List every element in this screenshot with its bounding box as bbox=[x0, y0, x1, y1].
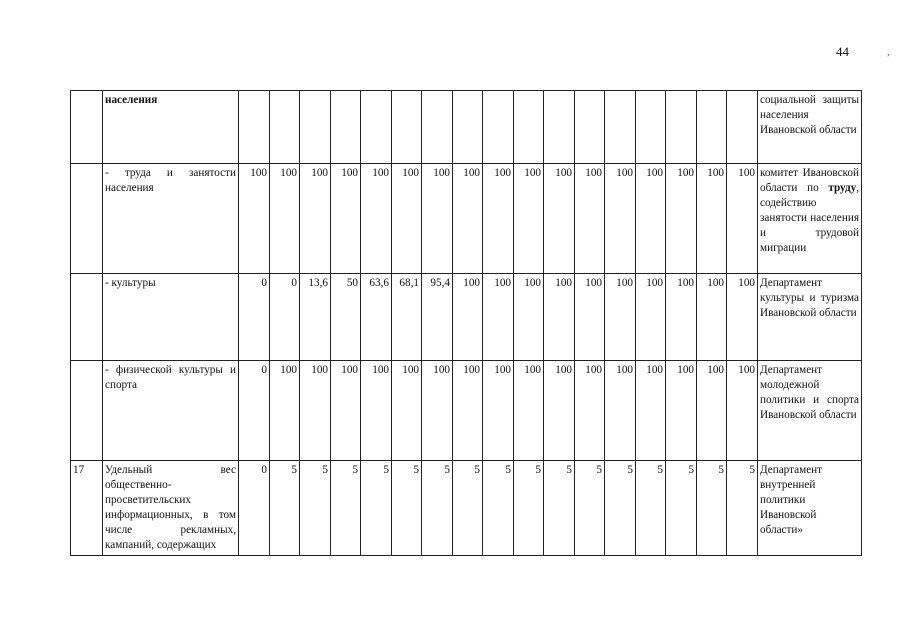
value-cell: 100 bbox=[636, 164, 666, 274]
value-cell: 50 bbox=[331, 274, 361, 361]
value-cell: 100 bbox=[270, 164, 300, 274]
value-cell: 100 bbox=[636, 361, 666, 461]
value-cell: 100 bbox=[666, 164, 697, 274]
value-cell: 100 bbox=[514, 361, 544, 461]
responsible-org-cell: Департамент молодежной политики и спорта Ивановской области bbox=[758, 361, 862, 461]
value-cell: 100 bbox=[453, 274, 483, 361]
value-cell bbox=[514, 91, 544, 164]
responsible-org-cell: социальной защиты населения Ивановской области bbox=[758, 91, 862, 164]
value-cell bbox=[697, 91, 727, 164]
value-cell: 100 bbox=[697, 361, 727, 461]
org-text-start: комитет Ивановской области по bbox=[760, 167, 859, 194]
responsible-org-cell: Департамент культуры и туризма Ивановской области bbox=[758, 274, 862, 361]
value-cell: 5 bbox=[361, 461, 392, 556]
value-cell: 0 bbox=[239, 361, 270, 461]
value-cell: 100 bbox=[514, 164, 544, 274]
value-cell: 5 bbox=[514, 461, 544, 556]
value-cell: 100 bbox=[300, 361, 331, 461]
table-row bbox=[71, 164, 862, 274]
value-cell bbox=[270, 91, 300, 164]
value-cell bbox=[453, 91, 483, 164]
value-cell bbox=[483, 91, 514, 164]
row-number-cell bbox=[71, 164, 103, 274]
value-cell: 5 bbox=[300, 461, 331, 556]
value-cell: 100 bbox=[605, 164, 636, 274]
indicator-cell: - культуры bbox=[103, 274, 239, 361]
value-cell: 68,1 bbox=[392, 274, 422, 361]
table-row bbox=[71, 461, 862, 556]
value-cell: 5 bbox=[697, 461, 727, 556]
value-cell: 0 bbox=[270, 274, 300, 361]
page-number: 44 bbox=[836, 44, 849, 59]
value-cell bbox=[361, 91, 392, 164]
table-row bbox=[71, 361, 862, 461]
scan-mark: , bbox=[887, 46, 890, 58]
org-text-highlight: труду bbox=[828, 182, 857, 194]
value-cell: 100 bbox=[483, 361, 514, 461]
value-cell: 5 bbox=[605, 461, 636, 556]
value-cell: 5 bbox=[453, 461, 483, 556]
value-cell: 100 bbox=[453, 361, 483, 461]
org-text-end: , содействию занятости населения и трудовой миграции bbox=[760, 182, 859, 254]
value-cell: 100 bbox=[727, 164, 758, 274]
value-cell: 100 bbox=[453, 164, 483, 274]
value-cell: 100 bbox=[697, 274, 727, 361]
value-cell bbox=[331, 91, 361, 164]
value-cell: 5 bbox=[636, 461, 666, 556]
value-cell: 100 bbox=[392, 361, 422, 461]
indicator-cell: - труда и занятости населения bbox=[103, 164, 239, 274]
indicators-table bbox=[70, 90, 862, 556]
value-cell: 100 bbox=[727, 361, 758, 461]
value-cell: 100 bbox=[544, 164, 575, 274]
value-cell: 100 bbox=[697, 164, 727, 274]
value-cell: 13,6 bbox=[300, 274, 331, 361]
value-cell: 5 bbox=[422, 461, 453, 556]
value-cell: 5 bbox=[270, 461, 300, 556]
value-cell: 100 bbox=[544, 361, 575, 461]
value-cell bbox=[422, 91, 453, 164]
value-cell: 100 bbox=[666, 274, 697, 361]
value-cell: 100 bbox=[422, 164, 453, 274]
value-cell: 100 bbox=[270, 361, 300, 461]
value-cell bbox=[575, 91, 605, 164]
row-number-cell bbox=[71, 91, 103, 164]
value-cell: 100 bbox=[727, 274, 758, 361]
responsible-org-cell: Департамент внутренней политики Ивановской области» bbox=[758, 461, 862, 556]
value-cell: 100 bbox=[361, 164, 392, 274]
indicator-cell: Удельный вес общественно-просветительских информационных, в том числе рекламных, кампаний, содержащих bbox=[103, 461, 239, 556]
table-row bbox=[71, 91, 862, 164]
value-cell: 5 bbox=[727, 461, 758, 556]
value-cell: 100 bbox=[575, 164, 605, 274]
value-cell: 100 bbox=[331, 164, 361, 274]
value-cell: 100 bbox=[605, 361, 636, 461]
table-row bbox=[71, 274, 862, 361]
indicator-cell: - физической культуры и спорта bbox=[103, 361, 239, 461]
row-number-cell: 17 bbox=[71, 461, 103, 556]
value-cell: 5 bbox=[575, 461, 605, 556]
value-cell: 5 bbox=[392, 461, 422, 556]
value-cell: 100 bbox=[300, 164, 331, 274]
value-cell: 5 bbox=[483, 461, 514, 556]
value-cell: 100 bbox=[544, 274, 575, 361]
value-cell bbox=[544, 91, 575, 164]
value-cell bbox=[239, 91, 270, 164]
row-number-cell bbox=[71, 274, 103, 361]
value-cell: 100 bbox=[239, 164, 270, 274]
value-cell bbox=[666, 91, 697, 164]
value-cell: 100 bbox=[483, 164, 514, 274]
row-number-cell bbox=[71, 361, 103, 461]
value-cell: 0 bbox=[239, 274, 270, 361]
value-cell: 5 bbox=[666, 461, 697, 556]
value-cell: 100 bbox=[636, 274, 666, 361]
value-cell bbox=[300, 91, 331, 164]
value-cell: 100 bbox=[575, 274, 605, 361]
value-cell: 100 bbox=[666, 361, 697, 461]
value-cell: 95,4 bbox=[422, 274, 453, 361]
value-cell: 0 bbox=[239, 461, 270, 556]
value-cell bbox=[727, 91, 758, 164]
value-cell: 100 bbox=[422, 361, 453, 461]
value-cell bbox=[636, 91, 666, 164]
value-cell: 100 bbox=[392, 164, 422, 274]
value-cell: 100 bbox=[605, 274, 636, 361]
value-cell: 5 bbox=[331, 461, 361, 556]
responsible-org-cell bbox=[758, 164, 862, 274]
value-cell: 100 bbox=[331, 361, 361, 461]
value-cell bbox=[392, 91, 422, 164]
value-cell bbox=[605, 91, 636, 164]
value-cell: 100 bbox=[361, 361, 392, 461]
value-cell: 63,6 bbox=[361, 274, 392, 361]
value-cell: 100 bbox=[575, 361, 605, 461]
value-cell: 5 bbox=[544, 461, 575, 556]
indicator-cell: населения bbox=[103, 91, 239, 164]
value-cell: 100 bbox=[514, 274, 544, 361]
value-cell: 100 bbox=[483, 274, 514, 361]
